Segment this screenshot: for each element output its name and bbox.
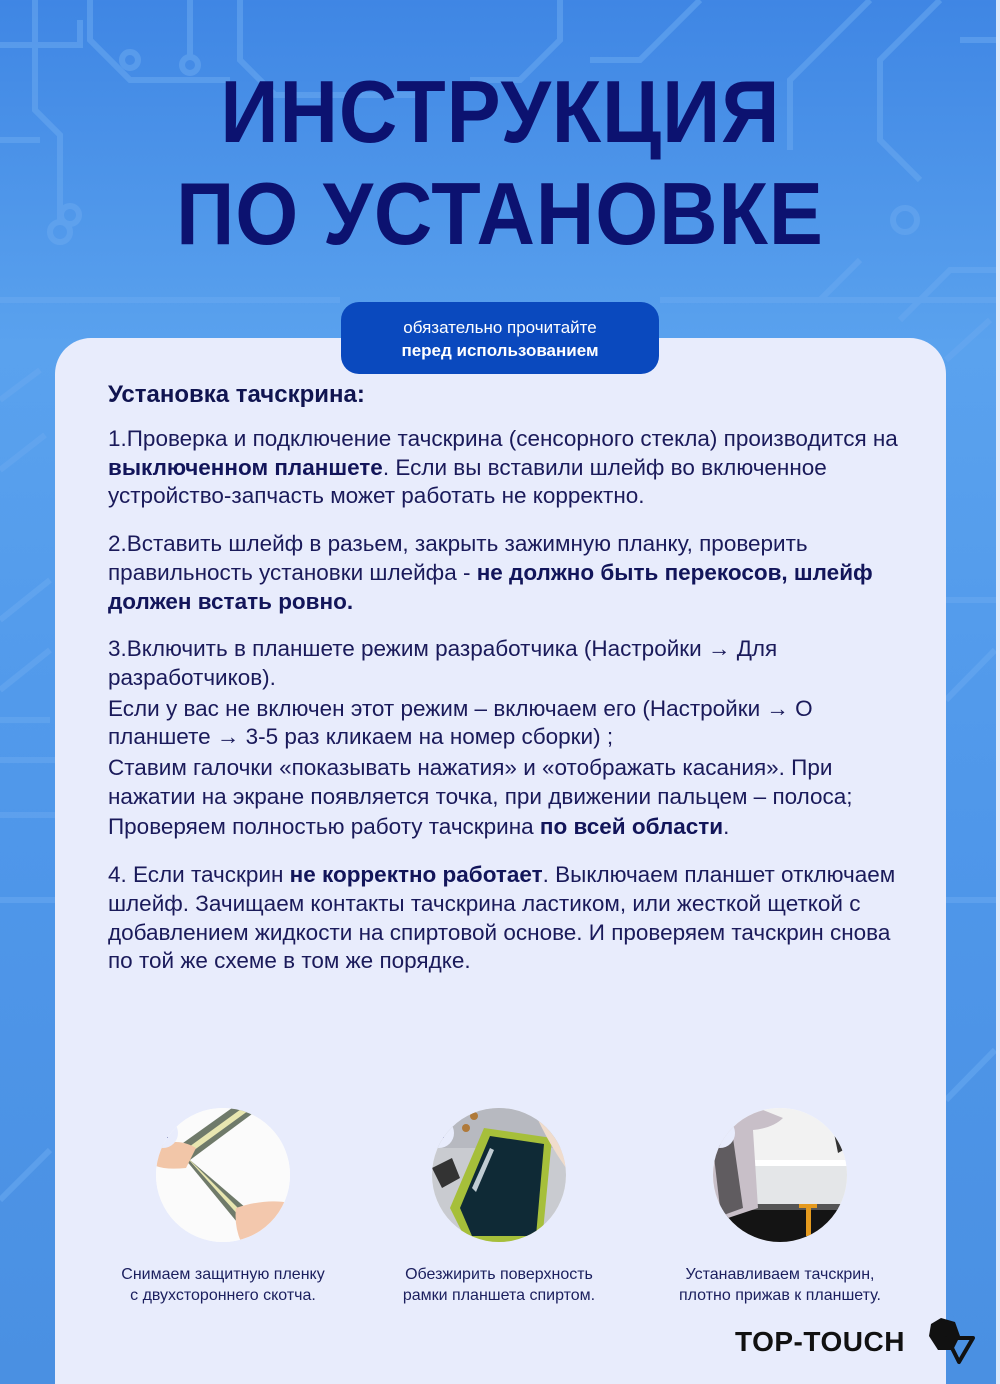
notice-line-1: обязательно прочитайте — [403, 318, 597, 337]
brand-logo — [735, 1322, 905, 1362]
step-number-2: 2 — [432, 1118, 454, 1148]
step-3-caption: Устанавливаем тачскрин, плотно прижав к планшету. — [678, 1266, 881, 1304]
page-title-line-1: ИНСТРУКЦИЯ — [220, 62, 780, 161]
peeling-tape-photo — [156, 1108, 290, 1242]
page-title-line-2: ПО УСТАНОВКЕ — [176, 164, 824, 263]
step-number-3: 3 — [713, 1118, 735, 1148]
instruction-step-1: 1.Проверка и подключение тачскрина (сенсорного стекла) производится на выключенном планшете. Если вы вставили шлейф во включенное устройство-запчасть может работать не корректно. — [108, 426, 898, 509]
instruction-step-3-line-3: Ставим галочки «показывать нажатия» и «отображать касания». При нажатии на экране появляется точка, при движении пальцем – полоса; — [108, 755, 853, 809]
installing-touchscreen-photo — [713, 1108, 847, 1242]
brand-name: TOP-TOUCH — [735, 1326, 905, 1357]
instructions-content — [108, 380, 908, 995]
instruction-step-2: 2.Вставить шлейф в разьем, закрыть зажимную планку, проверить правильность установки шлейфа - не должно быть перекосов, шлейф должен встать ровно. — [108, 531, 873, 614]
instruction-step-3-line-2: Если у вас не включен этот режим – включаем его (Настройки → О планшете → 3-5 раз кликаем на номер сборки) ; — [108, 695, 813, 750]
step-2-caption: Обезжирить поверхность рамки планшета спиртом. — [402, 1266, 596, 1304]
section-heading: Установка тачскрина: — [108, 381, 365, 408]
degreasing-frame-photo — [432, 1108, 566, 1242]
notice-badge — [341, 302, 659, 374]
notice-line-2: перед использованием — [401, 341, 599, 360]
step-number-1: 1 — [156, 1118, 178, 1148]
instruction-step-3 — [108, 635, 908, 842]
instruction-step-3-line-4: Проверяем полностью работу тачскрина по всей области. — [108, 814, 730, 840]
photo-step-2 — [369, 1108, 629, 1306]
hexagon-triangle-logo-icon — [925, 1316, 975, 1366]
instruction-step-4: 4. Если тачскрин не корректно работает. Выключаем планшет отключаем шлейф. Зачищаем контакты тачскрина ластиком, или жесткой щеткой с добавлением жидкости на спиртовой основе. И проверяем тачскрин снова по той же схеме в том же порядке. — [108, 862, 896, 974]
photo-step-3 — [650, 1108, 910, 1306]
instruction-step-3-line-1: 3.Включить в планшете режим разработчика (Настройки → Для разработчиков). — [108, 636, 778, 690]
step-1-caption: Снимаем защитную пленку с двухстороннего скотча. — [121, 1266, 325, 1304]
photo-step-1 — [93, 1108, 353, 1306]
